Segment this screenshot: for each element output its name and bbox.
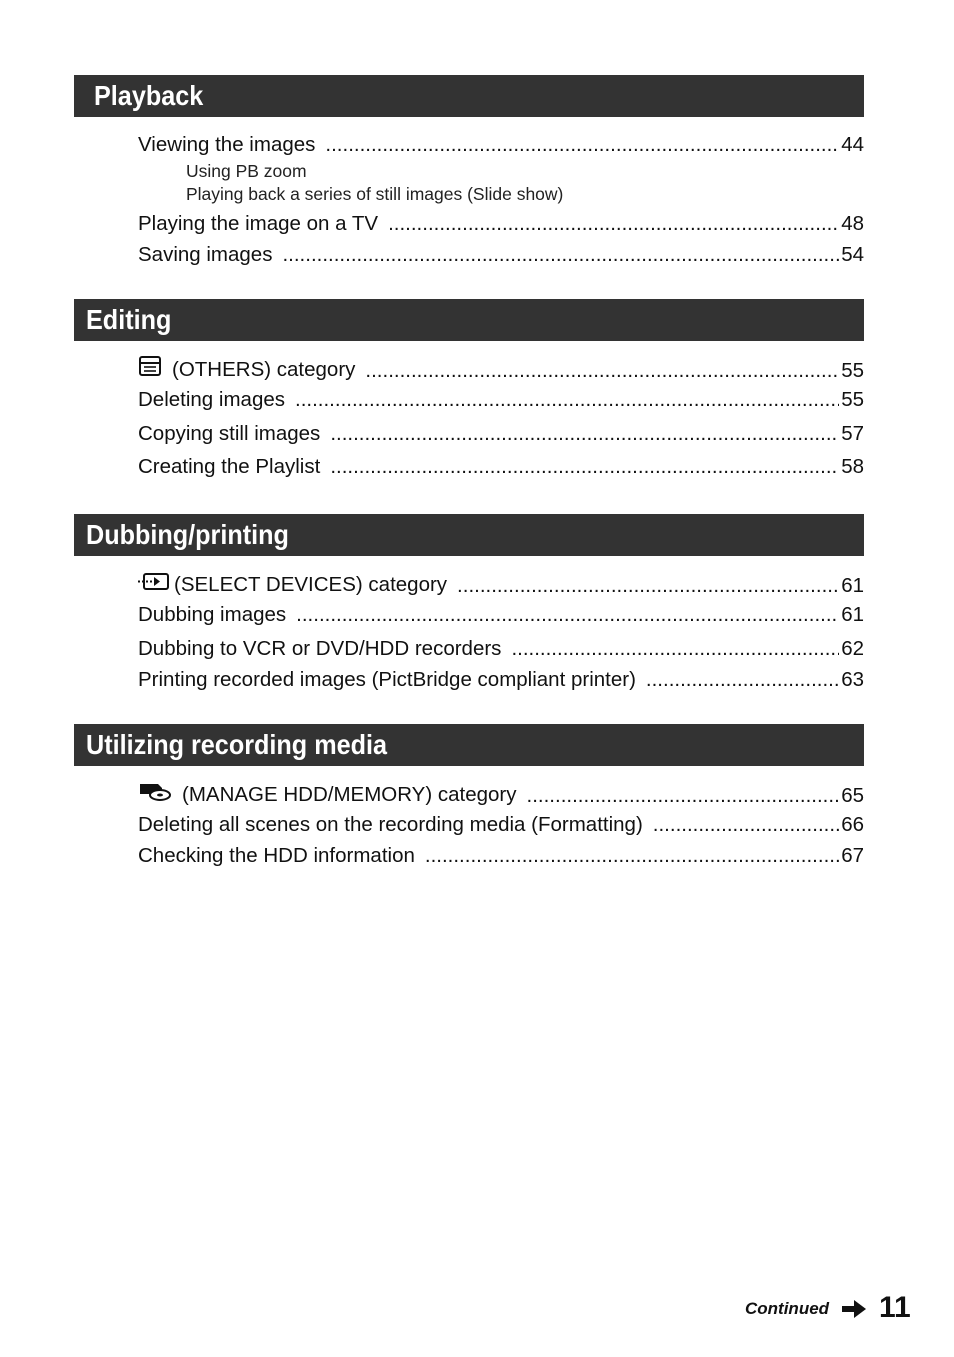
toc-entry-label: Deleting images (138, 388, 285, 411)
toc-entry-page: 62 (841, 637, 864, 660)
toc-entry-page: 61 (841, 574, 864, 597)
toc-entry[interactable] (138, 355, 864, 383)
section-title: Dubbing/printing (86, 519, 289, 550)
leader-dots (325, 131, 839, 159)
leader-dots (365, 357, 839, 385)
toc-entry-page: 65 (841, 784, 864, 807)
toc-subentry: Playing back a series of still images (Slide show) (186, 184, 564, 204)
manage-hdd-memory-icon (138, 780, 172, 810)
leader-dots (425, 842, 839, 870)
section-title: Editing (86, 304, 172, 335)
toc-entry-label: (MANAGE HDD/MEMORY) category (182, 783, 517, 806)
toc-entry[interactable] (138, 570, 864, 598)
toc-entry[interactable] (138, 386, 864, 414)
toc-entry-page: 44 (841, 133, 864, 156)
toc-entry[interactable] (138, 842, 864, 870)
section-header-editing (74, 299, 864, 341)
toc-entry-page: 67 (841, 844, 864, 867)
toc-entry-page: 54 (841, 243, 864, 266)
toc-subentry: Using PB zoom (186, 161, 307, 181)
leader-dots (388, 210, 839, 238)
toc-entry[interactable] (138, 666, 864, 694)
leader-dots (646, 666, 839, 694)
select-devices-icon (138, 570, 170, 600)
toc-entry-label: (SELECT DEVICES) category (174, 573, 448, 596)
right-arrow-icon (842, 1300, 866, 1323)
toc-entry-page: 48 (841, 212, 864, 235)
toc-entry[interactable] (138, 780, 864, 808)
toc-entry[interactable] (138, 453, 864, 481)
leader-dots (330, 420, 839, 448)
leader-dots (330, 453, 839, 481)
toc-entry-label: (OTHERS) category (172, 358, 356, 381)
toc-entry[interactable] (138, 601, 864, 629)
toc-entry-label: Deleting all scenes on the recording media (Formatting) (138, 813, 643, 836)
section-title: Utilizing recording media (86, 729, 388, 760)
toc-entry-label: Saving images (138, 243, 273, 266)
toc-entry-page: 55 (841, 388, 864, 411)
section-header-utilizing-recording-media (74, 724, 864, 766)
leader-dots (282, 241, 839, 269)
toc-entry[interactable] (138, 635, 864, 663)
toc-entry-label: Viewing the images (138, 133, 316, 156)
toc-entry[interactable] (138, 210, 864, 238)
toc-entry-page: 58 (841, 455, 864, 478)
section-header-playback (74, 75, 864, 117)
toc-entry-page: 57 (841, 422, 864, 445)
others-category-icon (138, 355, 162, 385)
section-title: Playback (94, 80, 204, 111)
toc-entry-label: Dubbing to VCR or DVD/HDD recorders (138, 637, 502, 660)
leader-dots (296, 601, 839, 629)
leader-dots (295, 386, 839, 414)
toc-entry-label: Dubbing images (138, 603, 287, 626)
toc-entry-label: Playing the image on a TV (138, 212, 379, 235)
toc-entry-page: 55 (841, 359, 864, 382)
leader-dots (511, 635, 839, 663)
continued-label: Continued (745, 1299, 830, 1318)
page-number: 11 (879, 1291, 911, 1324)
toc-entry-label: Creating the Playlist (138, 455, 321, 478)
leader-dots (653, 811, 839, 839)
leader-dots (527, 782, 840, 810)
toc-entry-label: Printing recorded images (PictBridge compliant printer) (138, 668, 636, 691)
toc-entry-label: Checking the HDD information (138, 844, 415, 867)
toc-entry[interactable] (138, 131, 864, 159)
toc-entry-page: 66 (841, 813, 864, 836)
toc-entry-page: 61 (841, 603, 864, 626)
section-header-dubbing-printing (74, 514, 864, 556)
toc-entry-page: 63 (841, 668, 864, 691)
leader-dots (457, 572, 839, 600)
toc-entry[interactable] (138, 241, 864, 269)
toc-entry-label: Copying still images (138, 422, 321, 445)
toc-entry[interactable] (138, 420, 864, 448)
toc-entry[interactable] (138, 811, 864, 839)
